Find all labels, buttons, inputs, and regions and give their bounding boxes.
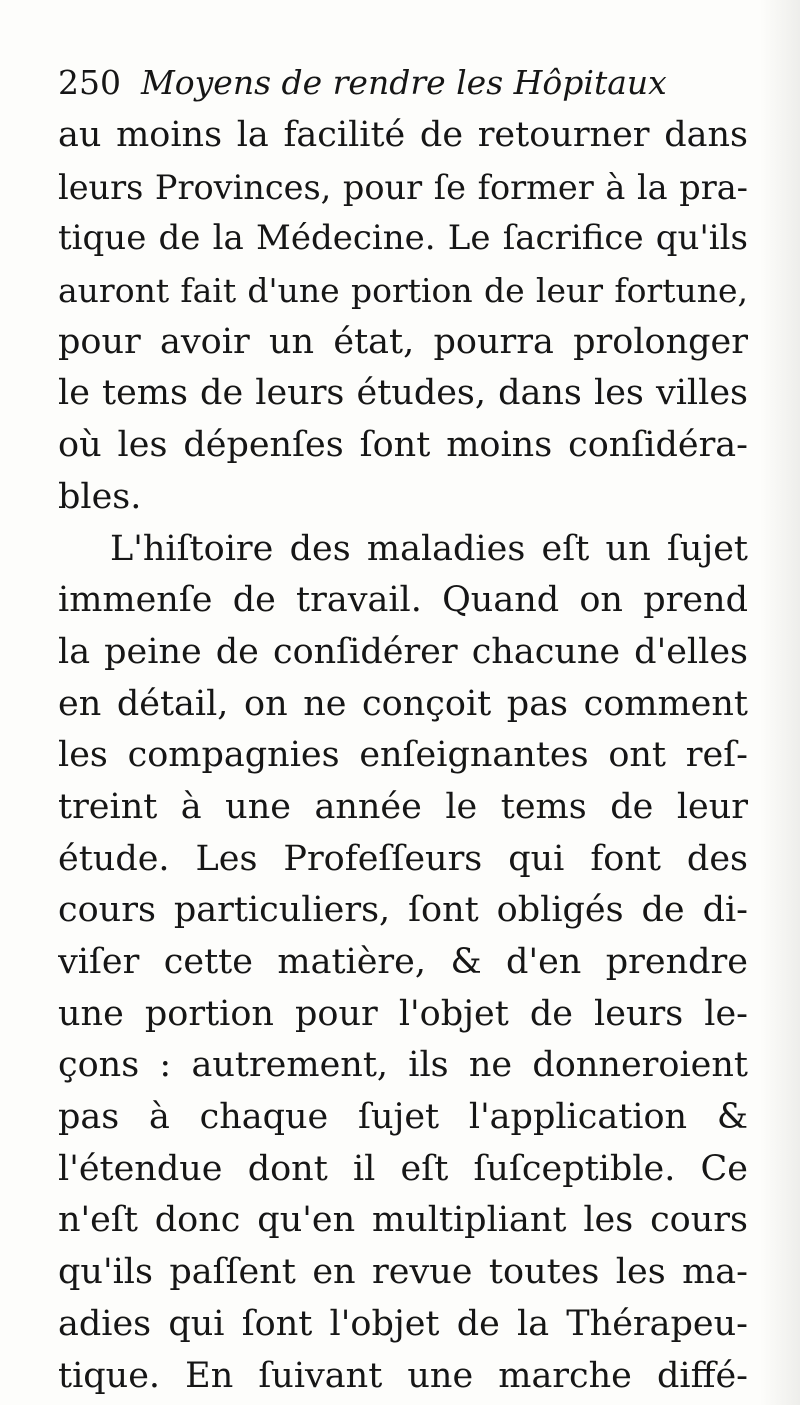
text-line: pas à chaque ſujet l'application &: [58, 1097, 748, 1138]
text-line: viſer cette matière, & d'en prendre: [58, 942, 748, 982]
text-line: la peine de conſidérer chacune d'elles: [58, 631, 748, 672]
text-line: immenſe de travail. Quand on prend: [58, 580, 748, 621]
text-line: tique de la Médecine. Le ſacrifice qu'ils: [58, 218, 748, 259]
text-line: pour avoir un état, pourra prolonger: [58, 321, 748, 362]
text-line: qu'ils paſſent en revue toutes les ma-: [58, 1252, 748, 1293]
running-header: [58, 58, 748, 108]
page-edge-shadow: [760, 0, 800, 1405]
text-line: le tems de leurs études, dans les villes: [58, 373, 748, 414]
text-line: au moins la facilité de retourner dans: [58, 115, 748, 155]
text-line: leurs Provinces, pour ſe former à la pra-: [58, 167, 748, 207]
text-line: les compagnies enſeignantes ont reſ-: [58, 735, 748, 776]
page-number: 250: [58, 63, 121, 102]
text-line: cours particuliers, ſont obligés de di-: [58, 890, 748, 931]
text-line: tique. En ſuivant une marche diffé-: [58, 1355, 748, 1396]
text-line: treint à une année le tems de leur: [58, 786, 748, 827]
text-line: auront fait d'une portion de leur fortune,: [58, 271, 748, 311]
text-line: l'étendue dont il eſt ſuſceptible. Ce: [58, 1148, 748, 1189]
text-line: çons : autrement, ils ne donneroient: [58, 1045, 748, 1086]
text-line: adies qui ſont l'objet de la Thérapeu-: [58, 1303, 748, 1344]
text-line: étude. Les Profeſſeurs qui font des: [58, 838, 748, 879]
text-line: une portion pour l'objet de leurs le-: [58, 993, 748, 1034]
text-line: en détail, on ne conçoit pas comment: [58, 683, 748, 724]
text-line: où les dépenſes ſont moins conſidéra-: [58, 425, 748, 466]
paragraph-start-line: L'hiſtoire des maladies eſt un ſujet: [110, 528, 748, 569]
text-line: bles.: [58, 476, 142, 517]
running-title: Moyens de rendre les Hôpitaux: [141, 63, 667, 102]
body-text: [58, 110, 748, 1402]
text-line: n'eſt donc qu'en multipliant les cours: [58, 1200, 748, 1241]
